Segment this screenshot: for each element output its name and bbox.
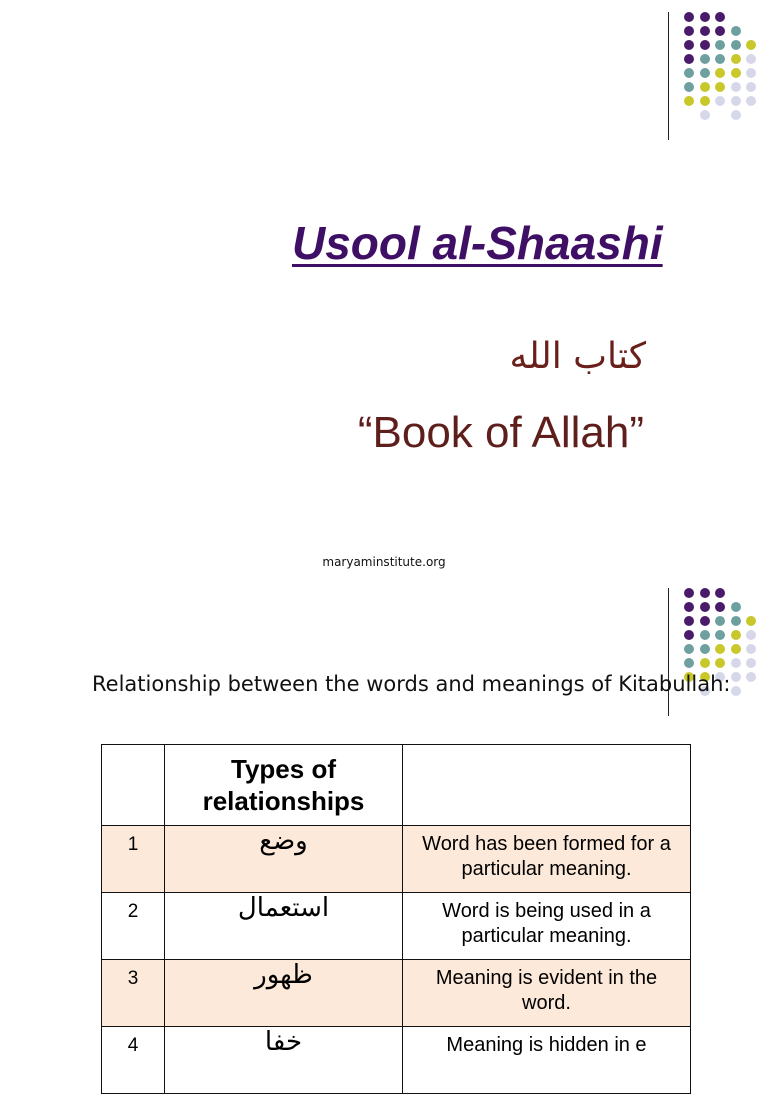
decorative-dot xyxy=(700,630,710,640)
decorative-dot xyxy=(731,110,741,120)
arabic-title: كتاب الله xyxy=(509,336,646,377)
decorative-dot xyxy=(684,96,694,106)
decorative-dot xyxy=(731,68,741,78)
decorative-dot xyxy=(731,96,741,106)
decorative-dot xyxy=(746,630,756,640)
subtitle: “Book of Allah” xyxy=(357,408,644,457)
decorative-dot xyxy=(684,658,694,668)
presentation-title: Usool al-Shaashi xyxy=(292,217,663,269)
table-row xyxy=(102,960,691,1027)
decorative-dot xyxy=(746,658,756,668)
decorative-dot xyxy=(731,672,741,682)
decorative-dot xyxy=(746,40,756,50)
meaning-text: Meaning is hidden in e xyxy=(403,1027,691,1094)
decorative-dot xyxy=(700,40,710,50)
decorative-dot xyxy=(715,12,725,22)
row-number: 2 xyxy=(102,893,165,960)
decorative-dot xyxy=(715,588,725,598)
decorative-dot xyxy=(746,54,756,64)
decorative-dot xyxy=(715,658,725,668)
row-number: 1 xyxy=(102,826,165,893)
decorative-dot xyxy=(715,602,725,612)
decorative-dot xyxy=(700,96,710,106)
decorative-dot xyxy=(684,616,694,626)
decorative-dot xyxy=(700,644,710,654)
table-header-row xyxy=(102,745,691,826)
decorative-dot xyxy=(731,602,741,612)
decorative-dot xyxy=(684,82,694,92)
divider-line xyxy=(668,588,669,716)
decorative-dot xyxy=(715,68,725,78)
decorative-dot xyxy=(731,40,741,50)
arabic-term: استعمال xyxy=(165,893,403,960)
decorative-dot xyxy=(715,616,725,626)
arabic-term: ظهور xyxy=(165,960,403,1027)
decorative-dot xyxy=(715,40,725,50)
slide-relationships xyxy=(0,580,768,1057)
decorative-dot xyxy=(684,602,694,612)
header-cell: Types of relationships xyxy=(165,745,403,826)
decorative-dot xyxy=(715,26,725,36)
decorative-dot xyxy=(715,54,725,64)
meaning-text: Word is being used in a particular meaning. xyxy=(403,893,691,960)
decorative-dot xyxy=(746,644,756,654)
decorative-dot xyxy=(700,12,710,22)
decorative-dot xyxy=(700,54,710,64)
decorative-dot xyxy=(684,54,694,64)
decorative-dot xyxy=(731,686,741,696)
decorative-dot xyxy=(731,658,741,668)
decorative-dot xyxy=(715,644,725,654)
decorative-dot xyxy=(700,658,710,668)
decorative-dot xyxy=(715,82,725,92)
table-row xyxy=(102,826,691,893)
decorative-dot xyxy=(746,672,756,682)
decorative-dot xyxy=(700,588,710,598)
meaning-text: Word has been formed for a particular meaning. xyxy=(403,826,691,893)
decorative-dot xyxy=(731,630,741,640)
decorative-dot xyxy=(731,644,741,654)
decorative-dot xyxy=(684,644,694,654)
decorative-dot xyxy=(700,82,710,92)
table-row xyxy=(102,893,691,960)
row-number: 3 xyxy=(102,960,165,1027)
decorative-dot xyxy=(731,82,741,92)
decorative-dot xyxy=(684,68,694,78)
decorative-dot xyxy=(731,616,741,626)
divider-line xyxy=(668,12,669,140)
decorative-dot xyxy=(731,54,741,64)
arabic-term: وضع xyxy=(165,826,403,893)
meaning-text: Meaning is evident in the word. xyxy=(403,960,691,1027)
relationship-table xyxy=(101,744,691,1094)
decorative-dot xyxy=(746,96,756,106)
decorative-dot xyxy=(700,68,710,78)
decorative-dot xyxy=(731,26,741,36)
decorative-dot xyxy=(700,26,710,36)
decorative-dot xyxy=(715,96,725,106)
decorative-dot xyxy=(700,616,710,626)
header-cell xyxy=(403,745,691,826)
header-cell xyxy=(102,745,165,826)
decorative-dot xyxy=(700,602,710,612)
slide-heading: Relationship between the words and meanings of Kitabullah: xyxy=(92,672,731,696)
decorative-dot xyxy=(746,68,756,78)
decorative-dot xyxy=(684,630,694,640)
arabic-term: خفا xyxy=(165,1027,403,1094)
footer-url: maryaminstitute.org xyxy=(322,555,446,569)
decorative-dot xyxy=(746,82,756,92)
decorative-dot xyxy=(746,616,756,626)
decorative-dot xyxy=(684,12,694,22)
row-number: 4 xyxy=(102,1027,165,1094)
decorative-dot xyxy=(684,40,694,50)
decorative-dot xyxy=(684,26,694,36)
decorative-dot xyxy=(700,110,710,120)
table-row xyxy=(102,1027,691,1094)
decorative-dot xyxy=(684,588,694,598)
decorative-dot xyxy=(715,630,725,640)
